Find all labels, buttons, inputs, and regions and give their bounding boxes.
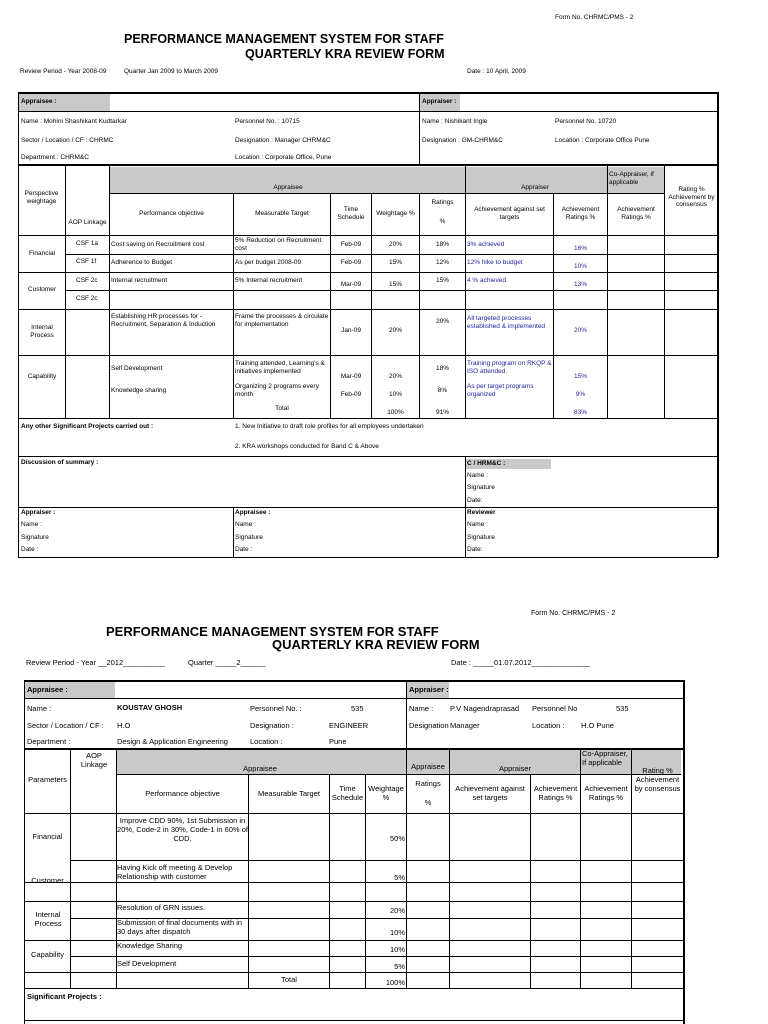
appraiser-location-value: H.O Pune xyxy=(581,721,614,730)
col-ratings-percent: % xyxy=(439,218,446,225)
table-row-ach-rating: 13% xyxy=(573,281,587,288)
perspective-capability: Capability xyxy=(31,950,64,959)
form-subtitle: QUARTERLY KRA REVIEW FORM xyxy=(245,47,445,61)
perspective-customer: Customer xyxy=(31,876,64,885)
appraiser-name: Name : Nishikant Ingle xyxy=(422,118,488,125)
chrmc-label: C / HRM&C : xyxy=(467,460,506,467)
table-row-achievement: 3% achieved xyxy=(467,241,505,248)
appraiser-personnel-value: 535 xyxy=(616,704,629,713)
col-achievement: Achievement against set targets xyxy=(474,206,545,221)
table-row-weightage: 20% xyxy=(388,241,402,248)
table-row-target: 5% Internal recruitment xyxy=(235,277,303,284)
aop-code: CSF 1f xyxy=(76,258,97,265)
form-title: PERFORMANCE MANAGEMENT SYSTEM FOR STAFF xyxy=(106,624,439,639)
table-row-weightage: 15% xyxy=(388,281,402,288)
aop-code: CSF 2c xyxy=(76,295,98,302)
col-target: Measurable Target xyxy=(255,210,309,217)
table-row-ach-rating: 20% xyxy=(573,327,587,334)
col-achievement: Achievement against set targets xyxy=(455,784,525,802)
group-appraisee: Appraisee xyxy=(273,184,303,191)
table-row-target: Organizing 2 programs every month xyxy=(235,383,319,398)
perspective-customer: Customer xyxy=(27,286,57,293)
designation-value: ENGINEER xyxy=(329,721,369,730)
total-ach-rating: 83% xyxy=(573,409,587,416)
table-row-weightage: 5% xyxy=(394,873,405,882)
appraiser-location-label: Location : xyxy=(532,721,565,730)
appraiser-personnel-label: Personnel No xyxy=(532,704,578,713)
table-row-objective: Establishing HR processes for - Recruitment, Separation & Induction xyxy=(111,313,216,328)
aop-code: CSF 2c xyxy=(76,277,98,284)
table-row-weightage: 15% xyxy=(388,259,402,266)
col-ach-ratings: Achievement Ratings % xyxy=(561,206,600,221)
col-weightage: Weightage % xyxy=(376,210,415,217)
col-co-ach-ratings: Achievement Ratings % xyxy=(584,784,628,802)
total-label: Total xyxy=(281,975,297,984)
table-row-objective: Knowledge sharing xyxy=(111,387,167,394)
table-row-schedule: Feb-09 xyxy=(340,391,362,398)
col-appraisee2: Appraisee xyxy=(411,762,445,771)
table-row-rating: 18% xyxy=(435,365,449,372)
table-row-achievement: 4 % achieved xyxy=(467,277,507,284)
group-co-appraiser: Co-Appraiser, If applicable xyxy=(582,749,628,767)
table-row-schedule: Jan-09 xyxy=(341,327,361,334)
table-row-schedule: Feb-09 xyxy=(340,259,362,266)
group-appraiser: Appraiser xyxy=(498,764,532,773)
table-row-weightage: 20% xyxy=(388,373,402,380)
total-rating: 91% xyxy=(435,409,449,416)
significant-item: 1. New Initiative to draft role profiles for all employees undertaken xyxy=(235,423,424,430)
review-period: Review Period - Year 2008-09 xyxy=(20,68,107,75)
sector-value: H.O xyxy=(117,721,131,730)
total-weightage: 100% xyxy=(385,978,405,987)
table-row-weightage: 10% xyxy=(389,945,405,954)
table-row-achievement: All targeted processes established & implemented xyxy=(467,315,546,330)
table-row-achievement: 12% hike to budget xyxy=(467,259,523,266)
appraisee-personnel: Personnel No. : 10715 xyxy=(235,118,300,125)
table-row-schedule: Mar-09 xyxy=(340,373,362,380)
table-row-objective: Self Development xyxy=(117,959,177,968)
appraisee-label: Appraisee : xyxy=(21,98,57,105)
designation-label: Designation : xyxy=(250,721,294,730)
aop-code: CSF 1a xyxy=(76,240,99,247)
table-row-objective: Improve CDD 90%, 1st Submission in 20%, Code-2 in 30%, Code-1 in 60% of CDD. xyxy=(117,816,248,843)
perspective-capability: Capability xyxy=(27,373,57,380)
sig-date-label: Date : xyxy=(21,546,39,553)
appraisee-sector: Sector / Location / CF : CHRMC xyxy=(21,137,114,144)
date: Date : 10 April, 2009 xyxy=(467,68,526,75)
total-label: Total xyxy=(275,405,289,412)
table-row-target: Training attended, Learning's & initiatives implemented xyxy=(235,360,325,375)
sig-appraisee-label: Appraisee : xyxy=(235,509,271,516)
sig-signature-label: Signature xyxy=(21,534,49,541)
sig-date-label: Date : xyxy=(235,546,253,553)
appraiser-personnel: Personnel No. 10720 xyxy=(555,118,617,125)
significant-label: Significant Projects : xyxy=(27,992,102,1001)
chrmc-name-label: Name : xyxy=(467,472,488,479)
form-title: PERFORMANCE MANAGEMENT SYSTEM FOR STAFF xyxy=(124,32,444,46)
col-aop: AOP Linkage xyxy=(68,219,107,226)
col-schedule: Time Schedule xyxy=(337,206,365,221)
appraisee-department: Department : CHRM&C xyxy=(21,154,89,161)
perspective-financial: Financial xyxy=(32,832,63,841)
sig-name-label: Name : xyxy=(235,521,256,528)
col-target: Measurable Target xyxy=(258,789,320,798)
perspective-financial: Financial xyxy=(28,250,55,257)
table-row-rating: 20% xyxy=(435,318,449,325)
appraisee-designation: Designation : Manager CHRM&C xyxy=(235,137,331,144)
table-row-weightage: 10% xyxy=(389,928,405,937)
col-co-ach-ratings: Achievement Ratings % xyxy=(617,206,655,221)
sig-name-label: Name : xyxy=(21,521,42,528)
table-row-ach-rating: 15% xyxy=(573,373,587,380)
table-row-ach-rating: 16% xyxy=(573,245,587,252)
table-row-achievement: Training program on RKQP & ISO attended. xyxy=(467,360,552,375)
form-number: Form No. CHRMC/PMS - 2 xyxy=(531,610,616,617)
table-row-rating: 8% xyxy=(437,387,448,394)
perspective-internal-process: Internal Process xyxy=(34,910,62,928)
appraisee-label: Appraisee : xyxy=(27,685,68,694)
col-objective: Performance objective xyxy=(139,210,204,217)
col-ach-ratings: Achievement Ratings % xyxy=(533,784,578,802)
col-aop: AOP Linkage xyxy=(80,751,108,769)
appraiser-designation-value: Manager xyxy=(450,721,480,730)
appraisee-name: Name : Mohini Shashikant Kudtarkar xyxy=(21,118,127,125)
significant-label: Any other Significant Projects carried out : xyxy=(21,423,154,430)
table-row-weightage: 5% xyxy=(394,962,405,971)
appraiser-designation: Designation : GM-CHRM&C xyxy=(422,137,503,144)
location-value: Pune xyxy=(329,737,347,746)
personnel-label: Personnel No. : xyxy=(250,704,302,713)
group-appraiser: Appraiser xyxy=(521,184,549,191)
table-row-objective: Submission of final documents with in 30 days after dispatch xyxy=(117,918,243,936)
col-perspective: Perspective weightage xyxy=(24,190,59,205)
table-row-objective: Having Kick off meeting & Develop Relationship with customer xyxy=(117,863,233,881)
table-row-objective: Cost saving on Recruitment cost xyxy=(111,241,205,248)
table-row-ach-rating: 9% xyxy=(575,391,586,398)
appraiser-location: Location : Corporate Office Pune xyxy=(555,137,650,144)
appraisee-name: KOUSTAV GHOSH xyxy=(117,703,183,712)
form-number: Form No. CHRMC/PMS - 2 xyxy=(555,14,634,21)
table-row-rating: 12% xyxy=(435,259,449,266)
table-row-ach-rating: 10% xyxy=(573,263,587,270)
personnel-value: 535 xyxy=(351,704,364,713)
group-appraisee: Appraisee xyxy=(243,764,277,773)
appraiser-name: P.V Nagendraprasad xyxy=(450,704,520,713)
quarter: Quarter Jan 2009 to March 2009 xyxy=(124,68,218,75)
group-co-appraiser: Co-Appraiser, if applicable xyxy=(609,171,654,186)
discussion-label: Discussion of summary : xyxy=(21,459,99,466)
sector-label: Sector / Location / CF : xyxy=(27,721,104,730)
appraiser-label: Appraiser : xyxy=(409,685,449,694)
department-value: Design & Application Engineering xyxy=(117,737,228,746)
location-label: Location : xyxy=(250,737,283,746)
table-row-rating: 15% xyxy=(435,277,449,284)
col-ratings: Ratings xyxy=(415,779,441,788)
col-objective: Performance objective xyxy=(145,789,220,798)
appraiser-designation-label: Designation xyxy=(409,721,449,730)
col-schedule: Time Schedule xyxy=(331,784,364,802)
perspective-internal-process: Internal Process xyxy=(30,324,54,339)
col-rating-consensus: Rating % Achievement by consensus xyxy=(668,186,715,208)
appraisee-location: Location : Corporate Office, Pune xyxy=(235,154,332,161)
chrmc-date-label: Date: xyxy=(467,497,483,504)
table-row-weightage: 50% xyxy=(389,834,405,843)
department-label: Department : xyxy=(27,737,71,746)
sig-appraiser-label: Appraiser : xyxy=(21,509,56,516)
sig-date-label: Date: xyxy=(467,546,483,553)
table-row-target: As per budget 2008-09 xyxy=(235,259,302,266)
table-row-objective: Self Development xyxy=(111,365,163,372)
sig-signature-label: Signature xyxy=(467,534,495,541)
significant-item: 2. KRA workshops conducted for Band C & Above xyxy=(235,443,379,450)
date: Date : _____01.07.2012______________ xyxy=(451,658,590,667)
table-row-target: Frame the processes & circulate for implementation xyxy=(235,313,329,328)
appraiser-label: Appraiser : xyxy=(422,98,457,105)
quarter: Quarter _____2______ xyxy=(188,658,266,667)
col-parameters: Parameters xyxy=(28,775,67,784)
table-row-schedule: Mar-09 xyxy=(340,281,362,288)
sig-signature-label: Signature xyxy=(235,534,263,541)
col-weightage: Weightage % xyxy=(368,784,404,802)
table-row-target: 5% Reduction on Recruitment cost xyxy=(235,237,322,252)
table-row-weightage: 20% xyxy=(389,906,405,915)
table-row-objective: Resolution of GRN issues. xyxy=(117,903,205,912)
col-ratings-percent: % xyxy=(424,798,432,807)
table-row-schedule: Feb-09 xyxy=(340,241,362,248)
form-subtitle: QUARTERLY KRA REVIEW FORM xyxy=(272,637,480,652)
table-row-weightage: 10% xyxy=(388,391,402,398)
appraiser-name-label: Name : xyxy=(409,704,434,713)
sig-name-label: Name : xyxy=(467,521,488,528)
total-weightage: 100% xyxy=(387,409,404,416)
table-row-objective: Adherence to Budget xyxy=(111,259,173,266)
col-rating-consensus: Rating % Achievement by consensus xyxy=(634,766,681,793)
table-row-weightage: 20% xyxy=(388,327,402,334)
table-row-objective: Internal recruitment xyxy=(111,277,167,284)
table-row-objective: Knowledge Sharing xyxy=(117,941,183,950)
chrmc-signature-label: Signature xyxy=(467,484,495,491)
table-row-achievement: As per target programs organized xyxy=(467,383,534,398)
sig-reviewer-label: Reviewer xyxy=(467,509,496,516)
name-label: Name : xyxy=(27,704,52,713)
review-period: Review Period - Year __2012__________ xyxy=(26,658,165,667)
col-ratings: Ratings xyxy=(431,199,454,206)
table-row-rating: 18% xyxy=(435,241,449,248)
